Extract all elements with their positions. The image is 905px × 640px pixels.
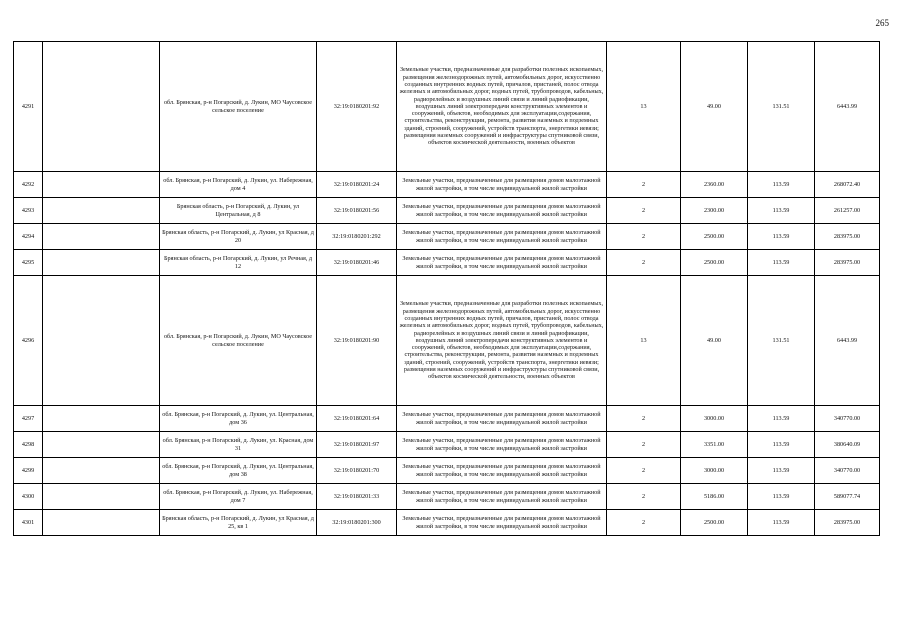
cell-blank	[43, 198, 160, 224]
cell-specific-value: 113.59	[748, 406, 815, 432]
cell-row-number: 4294	[14, 224, 43, 250]
cell-area: 5186.00	[681, 484, 748, 510]
cell-group: 2	[607, 198, 681, 224]
cell-blank	[43, 406, 160, 432]
cell-area: 49.00	[681, 42, 748, 172]
cell-row-number: 4291	[14, 42, 43, 172]
cell-address: обл. Брянская, р-н Погарский, д. Лукин, ул. Центральная, дом 36	[160, 406, 317, 432]
cell-row-number: 4298	[14, 432, 43, 458]
cell-cadastral-value: 268072.40	[815, 172, 880, 198]
cell-cadastral-value: 380640.09	[815, 432, 880, 458]
table-row	[14, 432, 880, 458]
cell-permitted-use: Земельные участки, предназначенные для размещения домов малоэтажной жилой застройки, в том числе индивидуальной жилой застройки	[397, 224, 607, 250]
cell-specific-value: 113.59	[748, 224, 815, 250]
cell-cadastral-number: 32:19:0180201:92	[317, 42, 397, 172]
cell-permitted-use: Земельные участки, предназначенные для размещения домов малоэтажной жилой застройки, в том числе индивидуальной жилой застройки	[397, 250, 607, 276]
cell-permitted-use: Земельные участки, предназначенные для размещения домов малоэтажной жилой застройки, в том числе индивидуальной жилой застройки	[397, 510, 607, 536]
cell-area: 2500.00	[681, 510, 748, 536]
cell-blank	[43, 172, 160, 198]
cell-group: 2	[607, 458, 681, 484]
table-row	[14, 276, 880, 406]
cell-row-number: 4297	[14, 406, 43, 432]
table-row	[14, 250, 880, 276]
cell-cadastral-value: 6443.99	[815, 42, 880, 172]
cell-specific-value: 113.59	[748, 432, 815, 458]
table-row	[14, 406, 880, 432]
cell-cadastral-number: 32:19:0180201:292	[317, 224, 397, 250]
cell-address: обл. Брянская, р-н Погарский, д. Лукин, ул. Набережная, дом 4	[160, 172, 317, 198]
cell-cadastral-number: 32:19:0180201:64	[317, 406, 397, 432]
cell-row-number: 4292	[14, 172, 43, 198]
cell-address: Брянская область, р-н Погарский, д. Лукин, ул Красная, д 20	[160, 224, 317, 250]
cell-blank	[43, 42, 160, 172]
cell-group: 2	[607, 406, 681, 432]
cell-area: 49.00	[681, 276, 748, 406]
page-number: 265	[875, 18, 889, 28]
cell-permitted-use: Земельные участки, предназначенные для размещения домов малоэтажной жилой застройки, в том числе индивидуальной жилой застройки	[397, 458, 607, 484]
cell-cadastral-value: 340770.00	[815, 406, 880, 432]
cell-permitted-use: Земельные участки, предназначенные для размещения домов малоэтажной жилой застройки, в том числе индивидуальной жилой застройки	[397, 198, 607, 224]
cell-blank	[43, 250, 160, 276]
table-row	[14, 172, 880, 198]
cell-address: Брянская область, р-н Погарский, д. Лукин, ул Речная, д 12	[160, 250, 317, 276]
table-row	[14, 458, 880, 484]
cell-cadastral-number: 32:19:0180201:90	[317, 276, 397, 406]
cell-address: обл. Брянская, р-н Погарский, д. Лукин, ул. Центральная, дом 38	[160, 458, 317, 484]
cell-specific-value: 131.51	[748, 276, 815, 406]
cell-area: 2300.00	[681, 198, 748, 224]
cell-row-number: 4301	[14, 510, 43, 536]
cell-address: обл. Брянская, р-н Погарский, д. Лукин, ул. Набережная, дом 7	[160, 484, 317, 510]
cell-specific-value: 113.59	[748, 250, 815, 276]
cell-permitted-use: Земельные участки, предназначенные для размещения домов малоэтажной жилой застройки, в том числе индивидуальной жилой застройки	[397, 172, 607, 198]
cell-specific-value: 113.59	[748, 484, 815, 510]
cell-specific-value: 113.59	[748, 510, 815, 536]
cell-area: 2360.00	[681, 172, 748, 198]
table-row	[14, 198, 880, 224]
cadastral-value-table	[13, 41, 880, 536]
cell-permitted-use: Земельные участки, предназначенные для разработки полезных ископаемых, размещения железнодорожных путей, автомобильных дорог, искусственно созданных внутренних водных путей, причалов, пристаней, полос отвода железных и автомобильных дорог, водных путей, трубопроводов, кабельных, радиорелейных и воздушных линий связи и линий радиофикации, воздушных линий электропередачи конструктивных элементов и сооружений, объектов, необходимых для эксплуатации,содержания, строительства, реконструкции, ремонта, развития наземных и подземных зданий, строений, сооружений, устройств транспорта, энергетики иевязи; размещения наземных сооружений и инфраструктуры спутниковой связи, объектов космической деятельности, военных объектов	[397, 276, 607, 406]
table-row	[14, 42, 880, 172]
cell-blank	[43, 432, 160, 458]
cell-cadastral-number: 32:19:0180201:97	[317, 432, 397, 458]
cell-area: 2500.00	[681, 224, 748, 250]
cell-cadastral-value: 340770.00	[815, 458, 880, 484]
cell-cadastral-value: 283975.00	[815, 250, 880, 276]
cell-specific-value: 113.59	[748, 172, 815, 198]
cell-cadastral-value: 6443.99	[815, 276, 880, 406]
table-body	[14, 42, 880, 536]
cell-group: 2	[607, 224, 681, 250]
cell-address: Брянская область, р-н Погарский, д. Лукин, ул Красная, д 25, кв 1	[160, 510, 317, 536]
cell-permitted-use: Земельные участки, предназначенные для размещения домов малоэтажной жилой застройки, в том числе индивидуальной жилой застройки	[397, 432, 607, 458]
cell-cadastral-value: 283975.00	[815, 510, 880, 536]
cell-row-number: 4293	[14, 198, 43, 224]
cell-cadastral-number: 32:19:0180201:300	[317, 510, 397, 536]
cell-group: 2	[607, 510, 681, 536]
cell-cadastral-number: 32:19:0180201:56	[317, 198, 397, 224]
cell-area: 2500.00	[681, 250, 748, 276]
cell-row-number: 4296	[14, 276, 43, 406]
cell-blank	[43, 224, 160, 250]
cell-group: 2	[607, 484, 681, 510]
cell-blank	[43, 276, 160, 406]
cell-row-number: 4300	[14, 484, 43, 510]
cell-group: 2	[607, 172, 681, 198]
cell-blank	[43, 458, 160, 484]
cell-area: 3000.00	[681, 458, 748, 484]
cell-specific-value: 131.51	[748, 42, 815, 172]
cell-address: обл. Брянская, р-н Погарский, д. Лукин, МО Чаусовское сельское поселение	[160, 276, 317, 406]
table-row	[14, 510, 880, 536]
cell-group: 2	[607, 250, 681, 276]
cell-cadastral-value: 283975.00	[815, 224, 880, 250]
cell-cadastral-number: 32:19:0180201:70	[317, 458, 397, 484]
cell-row-number: 4295	[14, 250, 43, 276]
cell-address: Брянская область, р-н Погарский, д. Лукин, ул Центральная, д 8	[160, 198, 317, 224]
table-row	[14, 484, 880, 510]
cell-permitted-use: Земельные участки, предназначенные для размещения домов малоэтажной жилой застройки, в том числе индивидуальной жилой застройки	[397, 484, 607, 510]
cell-blank	[43, 510, 160, 536]
cell-specific-value: 113.59	[748, 458, 815, 484]
cell-cadastral-number: 32:19:0180201:46	[317, 250, 397, 276]
cell-area: 3351.00	[681, 432, 748, 458]
cell-cadastral-number: 32:19:0180201:33	[317, 484, 397, 510]
cell-cadastral-value: 261257.00	[815, 198, 880, 224]
cell-row-number: 4299	[14, 458, 43, 484]
cell-permitted-use: Земельные участки, предназначенные для размещения домов малоэтажной жилой застройки, в том числе индивидуальной жилой застройки	[397, 406, 607, 432]
cell-address: обл. Брянская, р-н Погарский, д. Лукин, ул. Красная, дом 31	[160, 432, 317, 458]
cell-group: 13	[607, 276, 681, 406]
cell-cadastral-number: 32:19:0180201:24	[317, 172, 397, 198]
cell-cadastral-value: 589077.74	[815, 484, 880, 510]
cell-specific-value: 113.59	[748, 198, 815, 224]
cell-group: 13	[607, 42, 681, 172]
cell-group: 2	[607, 432, 681, 458]
cell-area: 3000.00	[681, 406, 748, 432]
cell-address: обл. Брянская, р-н Погарский, д. Лукин, МО Чаусовское сельское поселение	[160, 42, 317, 172]
cell-blank	[43, 484, 160, 510]
cell-permitted-use: Земельные участки, предназначенные для разработки полезных ископаемых, размещения железнодорожных путей, автомобильных дорог, искусственно созданных внутренних водных путей, причалов, пристаней, полос отвода железных и автомобильных дорог, водных путей, трубопроводов, кабельных, радиорелейных и воздушных линий связи и линий радиофикации, воздушных линий электропередачи конструктивных элементов и сооружений, объектов, необходимых для эксплуатации,содержания, строительства, реконструкции, ремонта, развития наземных и подземных зданий, строений, сооружений, устройств транспорта, энергетики иевязи; размещения наземных сооружений и инфраструктуры спутниковой связи, объектов космической деятельности, военных объектов	[397, 42, 607, 172]
table-row	[14, 224, 880, 250]
